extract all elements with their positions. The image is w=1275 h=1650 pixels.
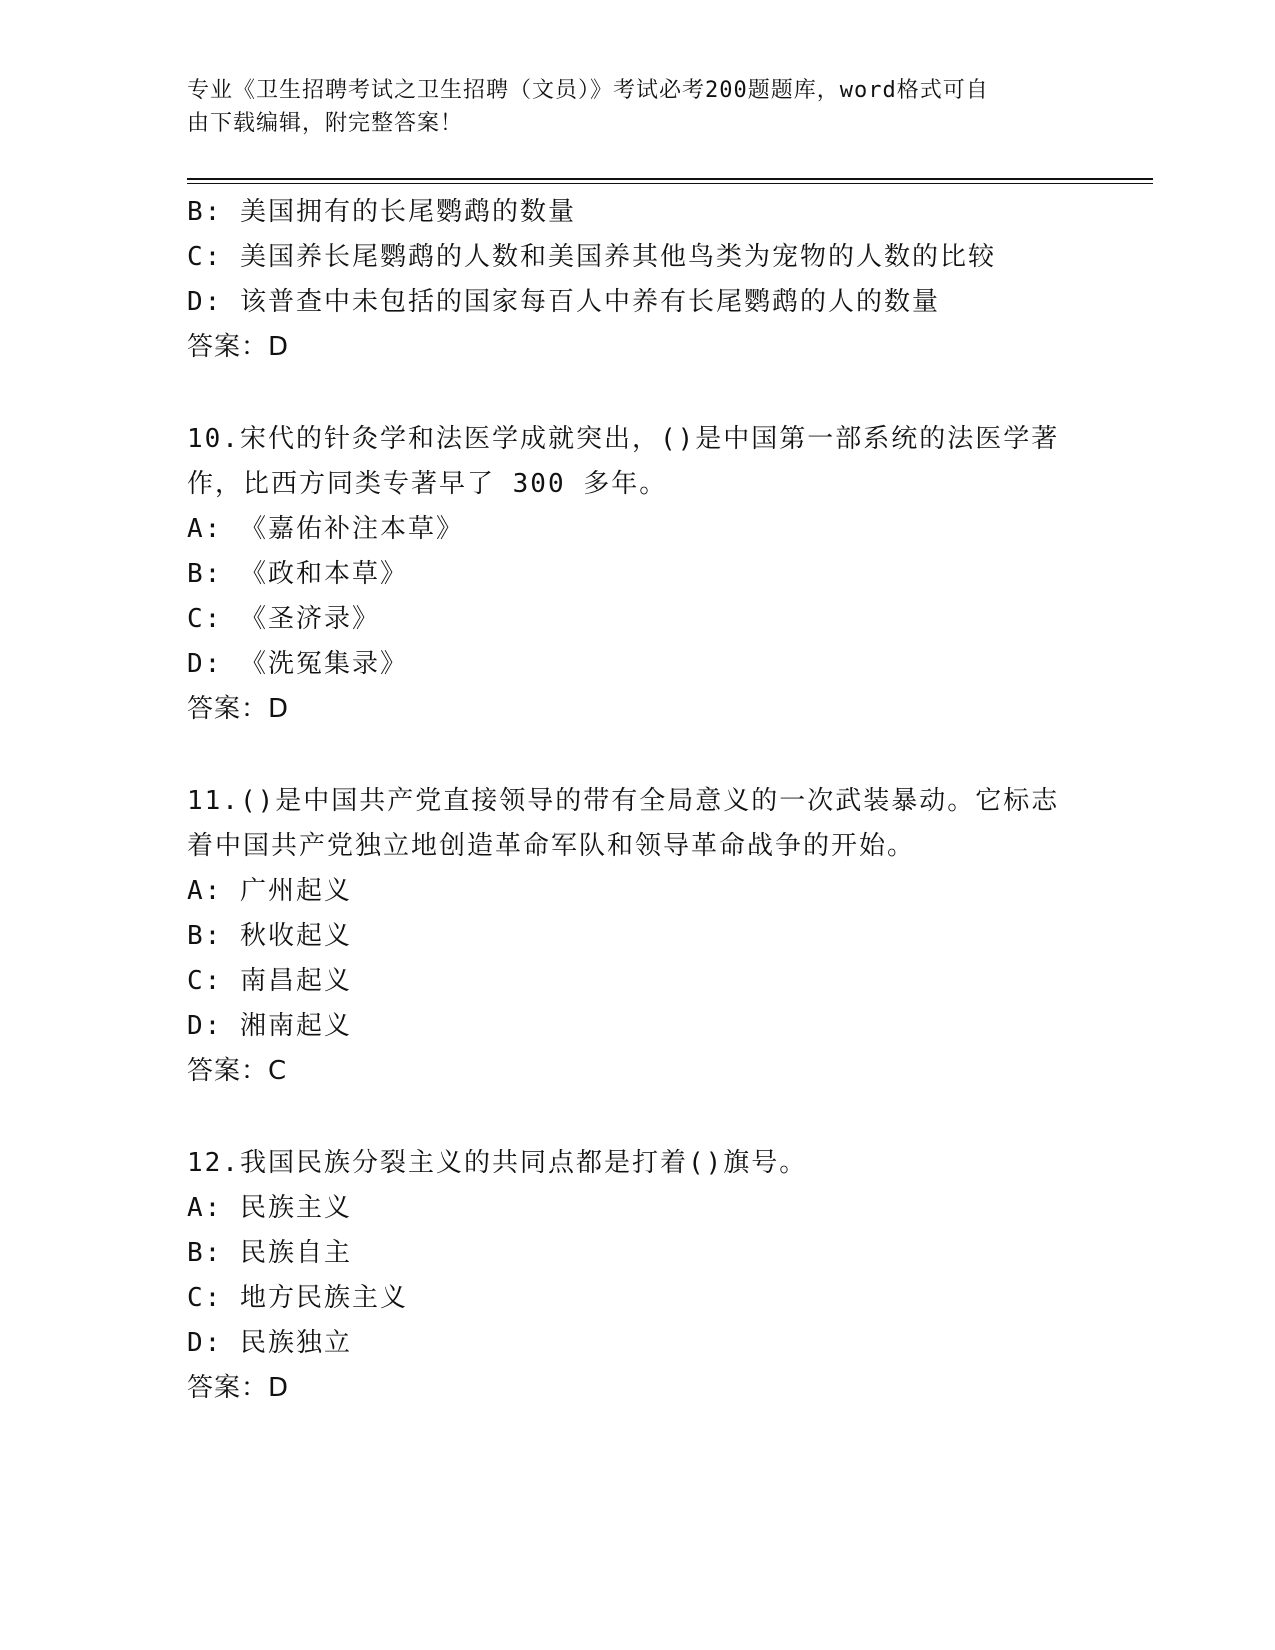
option-d: D: 《洗冤集录》 — [187, 649, 408, 679]
question-12 — [187, 1141, 1087, 1411]
option-a: A: 广州起义 — [187, 876, 352, 906]
question-list — [187, 190, 1087, 1411]
option-b: B: 民族自主 — [187, 1238, 352, 1268]
question-text-line-1: 11.()是中国共产党直接领导的带有全局意义的一次武装暴动。它标志 — [187, 786, 1060, 816]
answer-line: 答案：C — [187, 1056, 288, 1086]
option-d: D: 该普查中未包括的国家每百人中养有长尾鹦鹉的人的数量 — [187, 287, 940, 317]
question-10 — [187, 417, 1087, 732]
spacer — [187, 370, 1087, 417]
option-b: B: 秋收起义 — [187, 921, 352, 951]
header-line-1: 专业《卫生招聘考试之卫生招聘（文员）》考试必考200题题库，word格式可自 — [187, 78, 989, 103]
answer-line: 答案：D — [187, 332, 290, 362]
header-line-2: 由下载编辑，附完整答案！ — [187, 111, 464, 136]
spacer — [187, 732, 1087, 779]
option-d: D: 民族独立 — [187, 1328, 352, 1358]
answer-line: 答案：D — [187, 694, 290, 724]
option-a: A: 民族主义 — [187, 1193, 352, 1223]
answer-line: 答案：D — [187, 1373, 290, 1403]
option-b: B: 美国拥有的长尾鹦鹉的数量 — [187, 197, 576, 227]
question-11 — [187, 779, 1087, 1094]
document-header — [187, 74, 1087, 140]
header-divider-thick — [187, 178, 1153, 180]
option-b: B: 《政和本草》 — [187, 559, 408, 589]
option-a: A: 《嘉佑补注本草》 — [187, 514, 464, 544]
question-text-line-1: 10.宋代的针灸学和法医学成就突出，()是中国第一部系统的法医学著 — [187, 424, 1060, 454]
question-text-line-2: 着中国共产党独立地创造革命军队和领导革命战争的开始。 — [187, 831, 916, 861]
option-c: C: 南昌起义 — [187, 966, 352, 996]
continued-question — [187, 190, 1087, 370]
spacer — [187, 1094, 1087, 1141]
option-d: D: 湘南起义 — [187, 1011, 352, 1041]
option-c: C: 美国养长尾鹦鹉的人数和美国养其他鸟类为宠物的人数的比较 — [187, 242, 996, 272]
question-text-line-1: 12.我国民族分裂主义的共同点都是打着()旗号。 — [187, 1148, 808, 1178]
option-c: C: 地方民族主义 — [187, 1283, 408, 1313]
header-divider-thin — [187, 183, 1153, 184]
option-c: C: 《圣济录》 — [187, 604, 380, 634]
question-text-line-2: 作，比西方同类专著早了 300 多年。 — [187, 469, 668, 499]
